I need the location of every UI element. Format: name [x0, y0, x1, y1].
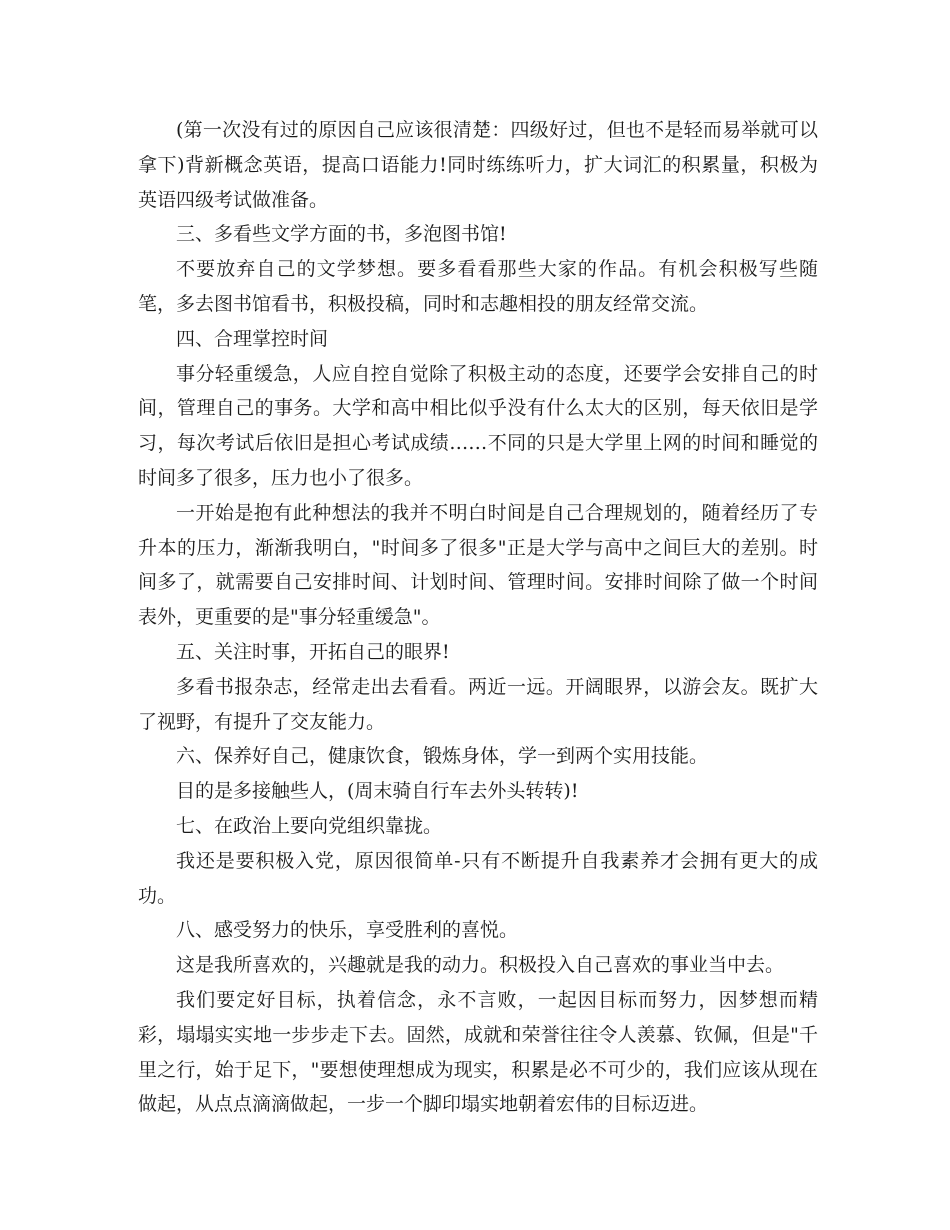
section-heading-time-management: 四、合理掌控时间: [176, 327, 329, 350]
paragraph-party: 我还是要积极入党，原因很简单-只有不断提升自我素养才会拥有更大的成功。: [138, 849, 818, 907]
paragraph-current-affairs: 多看书报杂志，经常走出去看看。两近一远。开阔眼界，以游会友。既扩大了视野，有提升了交友能力。: [138, 675, 818, 733]
section-heading-party: 七、在政治上要向党组织靠拢。: [176, 814, 443, 837]
paragraph-conclusion: 我们要定好目标，执着信念，永不言败，一起因目标而努力，因梦想而精彩，塌塌实实地一步步走下去。固然，成就和荣誉往往令人羡慕、钦佩，但是"千里之行，始于足下，"要想使理想成为现实，积累是必不可少的，我们应该从现在做起，从点点滴滴做起，一步一个脚印塌实地朝着宏伟的目标迈进。: [138, 988, 818, 1116]
section-heading-current-affairs: 五、关注时事，开拓自己的眼界!: [176, 640, 450, 663]
paragraph-time-priorities: 事分轻重缓急，人应自控自觉除了积极主动的态度，还要学会安排自己的时间，管理自己的事务。大学和高中相比似乎没有什么太大的区别，每天依旧是学习，每次考试后依旧是担心考试成绩……不同的只是大学里上网的时间和睡觉的时间多了很多，压力也小了很多。: [138, 362, 818, 489]
section-heading-health: 六、保养好自己，健康饮食，锻炼身体，学一到两个实用技能。: [176, 745, 709, 768]
paragraph-cet4-preparation: (第一次没有过的原因自己应该很清楚：四级好过，但也不是轻而易举就可以拿下)背新概念英语，提高口语能力!同时练练听力，扩大词汇的积累量，积极为英语四级考试做准备。: [138, 119, 818, 211]
section-heading-joy: 八、感受努力的快乐，享受胜利的喜悦。: [176, 919, 519, 942]
section-heading-literature: 三、多看些文学方面的书，多泡图书馆!: [176, 223, 507, 246]
paragraph-time-planning: 一开始是抱有此种想法的我并不明白时间是自己合理规划的，随着经历了专升本的压力，渐渐我明白，"时间多了很多"正是大学与高中之间巨大的差别。时间多了，就需要自己安排时间、计划时间、管理时间。安排时间除了做一个时间表外，更重要的是"事分轻重缓急"。: [138, 501, 818, 629]
document-body: [138, 113, 818, 1122]
paragraph-literature: 不要放弃自己的文学梦想。要多看看那些大家的作品。有机会积极写些随笔，多去图书馆看书，积极投稿，同时和志趣相投的朋友经常交流。: [138, 258, 818, 315]
paragraph-joy: 这是我所喜欢的，兴趣就是我的动力。积极投入自己喜欢的事业当中去。: [176, 954, 785, 977]
paragraph-health: 目的是多接触些人，(周末骑自行车去外头转转)!: [176, 780, 579, 803]
